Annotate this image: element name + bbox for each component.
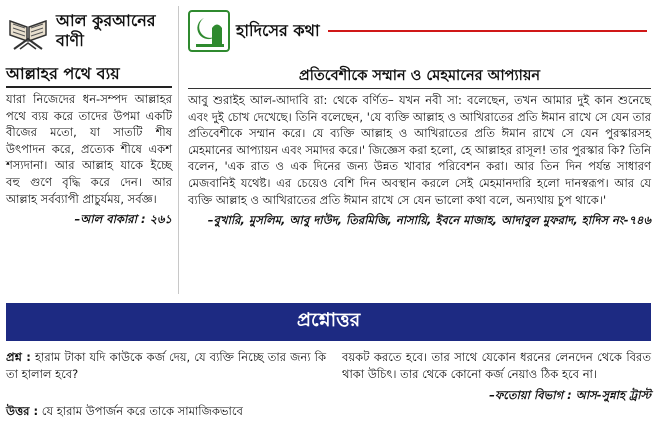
question-label: প্রশ্ন : <box>6 350 31 364</box>
quran-reference: –আল বাকারা : ২৬১ <box>74 212 172 227</box>
answer-paragraph <box>6 403 326 420</box>
answer-label: উত্তর : <box>6 404 39 418</box>
question-text: হারাম টাকা যদি কাউকে কর্জ দেয়, যে ব্যক্তি নিচ্ছে তার জন্য কি তা হালাল হবে? <box>6 350 326 381</box>
question-paragraph <box>6 349 326 383</box>
hadith-header-rule <box>328 30 647 32</box>
qa-banner <box>6 303 651 341</box>
hadith-header <box>188 6 651 56</box>
hadith-logo-icon <box>188 10 230 52</box>
hadith-article-body: আবু শুরাইহ আল-আদাবি রা: থেকে বর্ণিত– যখন নবী সা: বলেছেন, তখন আমার দুই কান শুনেছে এবং দুই চোখ দেখেছে। তিনি বলেছেন, 'যে ব্যক্তি আল্লাহ ও আখিরাতের প্রতি ঈমান রাখে সে যেন তার প্রতিবেশীকে সম্মান করে। যে ব্যক্তি আল্লাহ ও আখিরাতের প্রতি ঈমান রাখে সে যেন পুরস্কারসহ মেহমানের আপ্যায়ন এবং সমাদর করে।' জিজ্ঞেস করা হলো, হে আল্লাহর রাসূল! তার পুরস্কার কি? তিনি বলেন, 'এক রাত ও এক দিনের জন্য উন্নত খাবার পরিবেশন করা। আর তিন দিন পর্যন্ত সাধারণ মেজবানিই যথেষ্ট। এর চেয়েও বেশি দিন অবস্থান করলে সেই মেহমানদারি হলো দানস্বরূপ। আর যে ব্যক্তি আল্লাহ ও আখিরাতের প্রতি ঈমান রাখে সে যেন ভালো কথা বলে, অন্যথায় চুপ থাকে।' <box>188 93 651 207</box>
hadith-reference: –বুখারি, মুসলিম, আবু দাউদ, তিরমিজি, নাসায়ি, ইবনে মাজাহ, আদাবুল মুফরাদ, হাদিস নং-৭৪৬ <box>207 213 651 228</box>
quran-article-body: যারা নিজেদের ধন-সম্পদ আল্লাহর পথে ব্যয় করে তাদের উপমা একটি বীজের মতো, যা সাতটি শীষ উৎপাদন করে, প্রত্যেক শীষে একশ শস্যদানা। আর আল্লাহ যাকে ইচ্ছে বহু গুণে বৃদ্ধি করে দেন। আর আল্লাহ সর্বব্যাপী প্রাচুর্যময়, সর্বজ্ঞ। <box>6 92 172 206</box>
hadith-header-title: হাদিসের কথা <box>236 21 320 40</box>
answer-text-start: যে হারাম উপার্জন করে তাকে সামাজিকভাবে <box>38 404 243 418</box>
quran-header <box>6 6 172 56</box>
quran-logo-icon <box>6 11 50 51</box>
quran-header-title: আল কুরআনের বাণী <box>56 11 156 50</box>
qa-reference: –ফতোয়া বিভাগ : আস-সুন্নাহ ট্রাস্ট <box>489 388 651 402</box>
column-divider <box>178 6 179 294</box>
quran-article-title: আল্লাহর পথে ব্যয় <box>6 64 172 88</box>
qa-banner-title: প্রশ্নোত্তর <box>296 309 361 331</box>
qa-left-column <box>6 349 326 420</box>
qa-right-column <box>342 349 651 406</box>
qa-section <box>6 349 651 447</box>
hadith-section <box>188 6 651 294</box>
hadith-article-title: প্রতিবেশীকে সম্মান ও মেহমানের আপ্যায়ন <box>188 66 651 89</box>
quran-section <box>6 6 172 294</box>
answer-text-continued: বয়কট করতে হবে। তার সাথে যেকোন ধরনের লেনদেন থেকে বিরত থাকা উচিৎ। তার থেকে কোনো কর্জ নেয়াও ঠিক হবে না। <box>342 350 651 381</box>
